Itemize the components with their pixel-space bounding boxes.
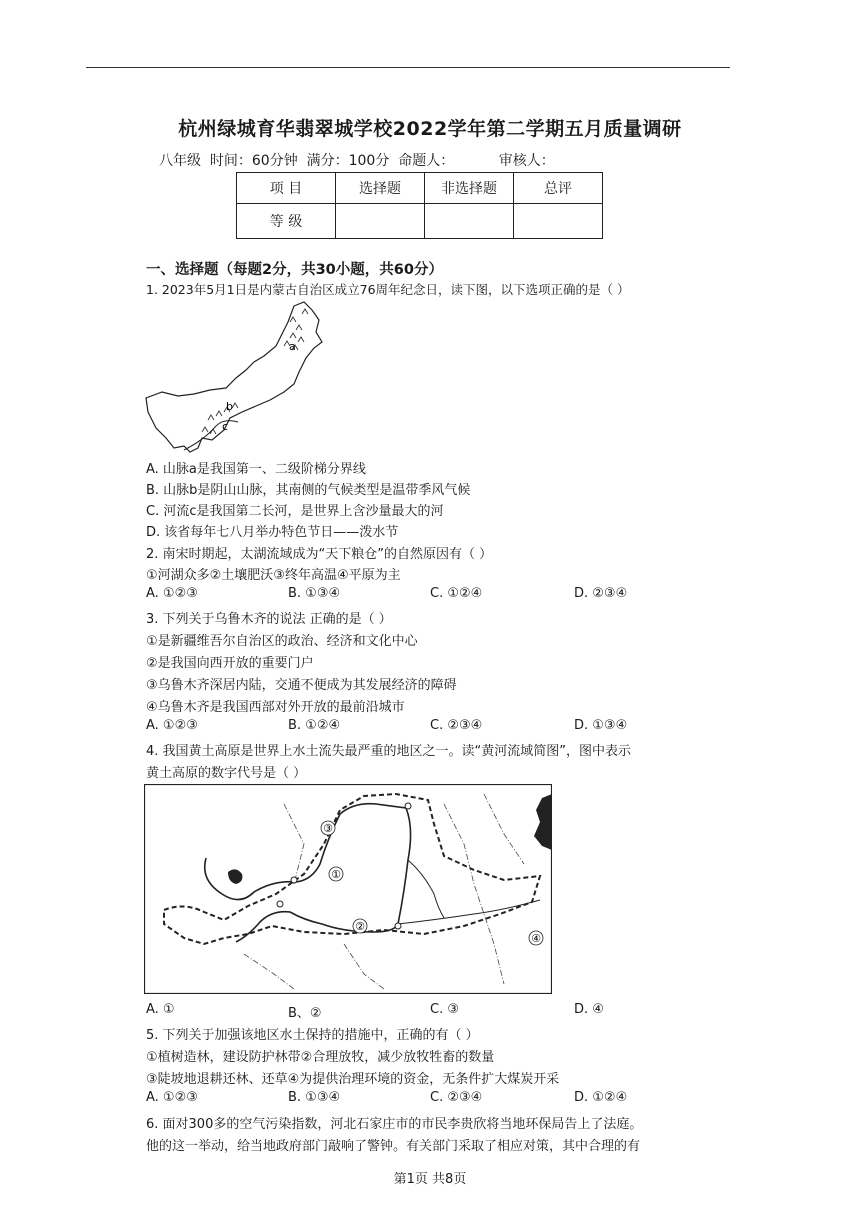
grade-table-cell: 非选择题 [425,173,514,204]
section-heading: 一、选择题（每题2分，共30小题，共60分） [146,262,443,278]
city-marker [405,803,411,809]
grade-table-cell [425,204,514,239]
mountain-symbols [202,309,308,434]
grade-table-cell: 等 级 [237,204,336,239]
q4-option-b: B、② [288,1006,322,1021]
q1-option-b: B. 山脉b是阴山山脉，其南侧的气候类型是温带季风气候 [146,483,471,498]
yellow-river-line [184,421,238,450]
q3-item-4: ④乌鲁木齐是我国西部对外开放的最前沿城市 [146,700,405,715]
grade-table-cell: 项 目 [237,173,336,204]
q4-option-a: A. ① [146,1002,175,1017]
q3-option-d: D. ①③④ [574,718,628,733]
map-label-b: b [226,400,233,413]
map-label-2: ② [355,920,365,933]
q2-option-d: D. ②③④ [574,586,628,601]
city-marker [277,901,283,907]
inner-mongolia-map [144,300,336,456]
grade-table [236,172,603,239]
q2-items: ①河湖众多②土壤肥沃③终年高温④平原为主 [146,568,401,583]
q1-stem: 1. 2023年5月1日是内蒙古自治区成立76周年纪念日，读下图，以下选项正确的是（ ） [146,282,630,297]
q6-line2: 他的这一举动，给当地政府部门敲响了警钟。有关部门采取了相应对策，其中合理的有 [146,1139,641,1154]
city-marker [395,923,401,929]
city-marker [291,877,297,883]
yellow-river-basin-map [144,784,552,994]
q3-item-2: ②是我国向西开放的重要门户 [146,656,314,671]
q4-option-d: D. ④ [574,1002,604,1017]
map-label-a: a [289,340,296,353]
map-label-4: ④ [531,932,541,945]
grade-table-header-row [237,173,603,204]
q5-items-line2: ③陡坡地退耕还林、还草④为提供治理环境的资金，无条件扩大煤炭开采 [146,1072,560,1087]
q3-option-a: A. ①②③ [146,718,198,733]
q3-item-3: ③乌鲁木齐深居内陆，交通不便成为其发展经济的障碍 [146,678,457,693]
q1-option-d: D. 该省每年七八月举办特色节日——泼水节 [146,525,399,540]
q5-option-d: D. ①②④ [574,1090,628,1105]
q2-option-b: B. ①③④ [288,586,341,601]
map-label-1: ① [331,868,341,881]
q4-option-c: C. ③ [430,1002,459,1017]
map-label-c: c [222,420,229,433]
exam-meta: 八年级 时间：60分钟 满分：100分 命题人： 审核人： [159,153,555,169]
q4-stem-line2: 黄土高原的数字代号是（ ） [146,766,307,781]
grade-table-cell [514,204,603,239]
q3-option-c: C. ②③④ [430,718,483,733]
q3-stem: 3. 下列关于乌鲁木齐的说法 正确的是（ ） [146,612,392,627]
q3-item-1: ①是新疆维吾尔自治区的政治、经济和文化中心 [146,634,418,649]
header-rule [86,67,730,68]
q5-items-line1: ①植树造林，建设防护林带②合理放牧，减少放牧牲畜的数量 [146,1050,495,1065]
map-frame [145,785,552,994]
q6-line1: 6. 面对300多的空气污染指数，河北石家庄市的市民李贵欣将当地环保局告上了法庭。 [146,1117,643,1132]
q3-option-b: B. ①②④ [288,718,341,733]
q5-option-b: B. ①③④ [288,1090,341,1105]
q5-option-a: A. ①②③ [146,1090,198,1105]
q2-option-c: C. ①②④ [430,586,483,601]
q5-option-c: C. ②③④ [430,1090,483,1105]
map-label-3: ③ [323,822,333,835]
grade-table-cell: 选择题 [336,173,425,204]
q1-option-a: A. 山脉a是我国第一、二级阶梯分界线 [146,462,366,477]
q2-stem: 2. 南宋时期起，太湖流域成为“天下粮仓”的自然原因有（ ） [146,547,493,562]
inner-mongolia-outline [146,302,322,452]
page-footer: 第1页 共8页 [393,1172,467,1187]
exam-title: 杭州绿城育华翡翠城学校2022学年第二学期五月质量调研 [178,118,682,140]
q5-stem: 5. 下列关于加强该地区水土保持的措施中，正确的有（ ） [146,1028,479,1043]
q4-stem-line1: 4. 我国黄土高原是世界上水土流失最严重的地区之一。读“黄河流域简图”，图中表示 [146,744,632,759]
q2-option-a: A. ①②③ [146,586,198,601]
q1-option-c: C. 河流c是我国第二长河，是世界上含沙量最大的河 [146,504,444,519]
grade-table-cell: 总评 [514,173,603,204]
grade-table-cell [336,204,425,239]
grade-table-row [237,204,603,239]
